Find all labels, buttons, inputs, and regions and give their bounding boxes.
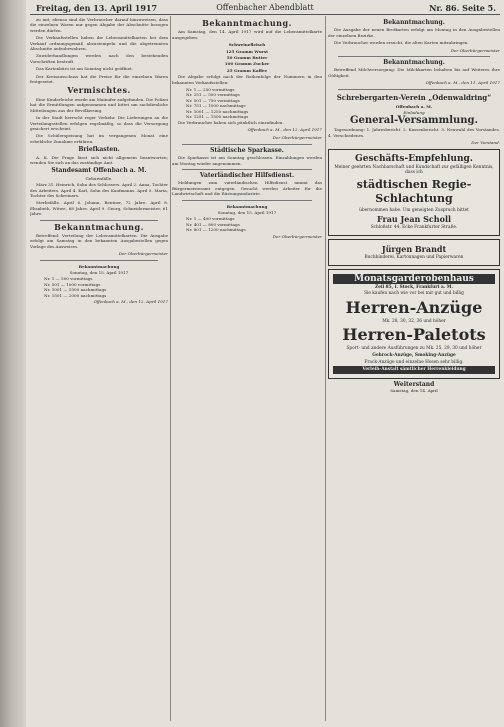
ad-headline: Herren-Anzüge [345,297,483,317]
ration-item: 100 Gramm Zucker [224,61,270,67]
divider [182,169,312,170]
signature: Offenbach a. M., den 12. April 1917 [247,126,322,132]
ad-text: Buchbinderei, Kartonnagen und Papierwaren [364,255,464,261]
ad-text: Meiner geehrten Nachbarschaft und Kundschaft zur gefälligen Kenntnis, dass ich [334,164,494,176]
signature: Der Oberbürgermeister [272,233,322,239]
notice-title: Bekanntmachung [78,263,120,269]
paragraph: Die Verkaufsstellen haben die Lebensmittelkarten bei dem Verkauf ordnungsgemäß abzustempeln und die abgetrennten Abschnitte aufzubewahren. [30,35,168,52]
ad-name: Jürgen Brandt [381,244,447,255]
ad-address: Zeil 85, I. Stock, Frankfurt a. M. [374,284,453,290]
page-header [30,2,500,15]
list-item: Nr. 1501 — 2000 nachmittags [44,292,107,298]
paragraph: Eine Kinderleiche wurde am Mainufer aufgefunden. Die Polizei hat die Ermittlungen aufgenommen und bittet um sachdienliche Mitteilungen aus der Bevölkerung. [30,96,168,113]
section-heading-briefkasten: Briefkasten. [78,146,120,154]
divider [338,56,490,57]
list-item: Nr. 401 — 800 vormittags [186,221,240,227]
column-2 [172,17,322,717]
paragraph: A. K. Die Frage lässt sich nicht allgemein beantworten; wenden Sie sich an das zuständige Amt. [30,154,168,165]
ad-text: Frack-Anzüge und einzelne Hosen sehr billig. [364,359,464,365]
paragraph: Die Ausgabe der neuen Brotkarten erfolgt am Montag in den Ausgabestellen der einzelnen Bezirke. [328,27,500,38]
section-heading-bekanntmachung: Bekanntmachung. [383,59,445,67]
list-item: Nr. 501 — 1000 vormittags [44,281,101,287]
divider [338,89,490,90]
notice-date: Sonntag, den 15. April 1917 [217,209,277,215]
section-heading-bekanntmachung: Bekanntmachung. [383,19,445,26]
notice-title: Bekanntmachung [226,203,268,209]
paragraph: März 31. Heinrich, Sohn des Schlossers. April 2. Anna, Tochter des Arbeiters. April 4. Karl, Sohn des Kaufmanns. April 5. Maria, Tochter des Schreiners. [30,182,168,198]
column-1 [30,17,168,717]
list-item: Nr. 1 — 250 vormittags [186,87,235,93]
ad-title: Geschäfts-Empfehlung. [355,153,473,164]
ad-price: Mk. 28, 30, 32, 36 und höher [382,318,446,324]
section-heading-hilfsdienst: Vaterländischer Hilfsdienst. [199,171,295,179]
divider [182,144,312,145]
list-item: Nr. 1001 — 1250 nachmittags [186,108,249,114]
divider [40,220,158,221]
ration-item: 25 Gramm Kaffee [226,67,268,73]
column-rule [325,16,326,721]
signature: Offenbach a. M., den 12. April 1917 [93,299,168,305]
club-invitation: Einladung [403,110,425,116]
subheading: Geburtsfälle. [85,175,113,181]
list-item: Nr. 1251 — 1500 nachmittags [186,114,249,120]
ad-text: übernommen habe. Um geneigten Zuspruch bittet [359,207,469,213]
general-assembly-title: General-Versammlung. [349,115,479,127]
list-item: Nr. 1 — 500 vormittags [44,276,93,282]
paragraph: Die Sparkasse ist am Sonntag geschlossen. Einzahlungen werden am Montag wieder angenommen. [172,155,322,166]
divider [40,260,158,261]
ration-item: 125 Gramm Wurst [225,48,269,54]
header-masthead: Offenbacher Abendblatt [216,3,314,12]
paragraph: Das Kartenbüro ist am Sonntag nicht geöffnet. [36,66,134,72]
header-issue: Nr. 86. Seite 5. [429,3,496,13]
ad-price: Sport- und andere Ausführungen zu Mk. 25, 29, 30 und höher [346,346,482,352]
ration-item: 50 Gramm Butter [226,55,268,61]
list-item: Nr. 751 — 1000 nachmittags [186,103,246,109]
paragraph: Die Schülerspeisung hat im vergangenen Monat eine erhebliche Zunahme erfahren. [30,133,168,144]
list-item: Nr. 801 — 1200 nachmittags [186,227,246,233]
paragraph: Die Verbraucher haben sich pünktlich einzufinden. [178,119,284,125]
ad-banner: Verleih-Anstalt sämtlicher Herrenkleidung [333,366,495,374]
list-item: Nr. 251 — 500 vormittags [186,92,240,98]
paragraph: Betreffend: Verteilung der Lebensmittelkarten. Die Ausgabe erfolgt am Samstag in den bekannten Ausgabestellen gegen Vorlage des Ausweises. [30,233,168,249]
section-heading-vermischtes: Vermischtes. [67,85,131,96]
paragraph: In der Stadt herrscht reger Verkehr. Die Lieferungen an die Verteilungsstellen erfolgen regelmäßig, so dass die Versorgung gesichert erscheint. [30,115,168,131]
ad-headline: Herren-Paletots [342,325,486,345]
list-item: Nr. 1001 — 1500 nachmittags [44,287,107,293]
signature: Der Oberbürgermeister [118,251,168,257]
column-3 [328,17,500,717]
column-rule [170,16,171,721]
club-name: Schrebergarten-Verein „Odenwaldring“ [336,92,492,102]
advertisement-garderobenhaus [328,269,500,379]
list-item: Nr. 501 — 750 vormittags [186,97,240,103]
ad-headline: städtischen Regie-Schlachtung [356,177,472,205]
signature: Der Oberbürgermeister [272,135,322,141]
paragraph: Sterbefälle. April 6. Johann, Rentner, 72 Jahre. April 8. Elisabeth, Witwe, 68 Jahre. April 9. Georg, Schneidermeister, 61 Jahre. [30,200,168,217]
notice-title: Weiterstand [393,380,435,388]
signature: Der Oberbürgermeister [450,47,500,53]
notice-date: Samstag, den 14. April [390,388,438,394]
paragraph: Betreffend Milchversorgung: Die Milchkarten behalten bis auf Weiteres ihre Gültigkeit. [328,67,500,78]
advertisement-scholl [328,149,500,236]
advertisement-brandt [328,239,500,266]
binding-edge [0,0,26,727]
paragraph: Die Verbraucher werden ersucht, die alten Karten mitzubringen. [334,40,469,46]
paragraph: Am Samstag, den 14. April 1917 wird auf die Lebensmittelkarte ausgegeben: [172,29,322,40]
paragraph: Der Kreisausschuss hat die Preise für die einzelnen Waren festgesetzt. [30,73,168,85]
paragraph: Die Abgabe erfolgt nach der Reihenfolge der Nummern in den bekannten Verkaufsstellen: [172,74,322,85]
section-heading-bekanntmachung: Bekanntmachung. [54,221,144,232]
ad-text: Sie kaufen nach wie vor bei mir gut und billig [364,291,464,297]
paragraph: Tagesordnung: 1. Jahresbericht. 2. Kassenbericht. 3. Neuwahl des Vorstandes. 4. Verschiedenes. [328,127,500,138]
paragraph: Meldungen zum vaterländischen Hilfsdienst nimmt das Bürgermeisteramt entgegen. Gesucht werden Arbeiter für die Landwirtschaft und die Rüstungsindustrie. [172,180,322,197]
paragraph: zu mit; ebenso sind die Verbraucher darauf hinzuweisen, dass die einzelnen Waren nur gegen Abgabe der Abschnitte bezogen werden dürfen. [30,17,168,33]
paragraph: Zuwiderhandlungen werden nach den bestehenden Vorschriften bestraft. [30,53,168,64]
club-city: Offenbach a. M. [395,103,433,109]
ad-address: Schloßstr. 44, Ecke Frankfurter Straße. [370,225,458,231]
section-heading-standesamt: Standesamt Offenbach a. M. [51,167,147,175]
section-heading-sparkasse: Städtische Sparkasse. [210,146,284,154]
ad-text: Gehrock-Anzüge, Smoking-Anzüge [372,353,456,359]
binding-text-fragment [2,6,24,721]
signature: Der Vorstand. [471,140,500,146]
divider [182,200,312,201]
notice-date: Sonntag, den 15. April 1917 [69,270,129,276]
signature: Offenbach a. M., den 11. April 1917 [425,80,500,86]
header-date: Freitag, den 13. April 1917 [36,3,158,13]
list-item: Nr. 1 — 400 vormittags [186,216,235,222]
ration-item: Schweinefleisch [228,42,266,48]
ad-name: Frau Jean Scholl [376,214,452,225]
section-heading-bekanntmachung: Bekanntmachung. [202,18,292,28]
ad-title: Monatsgarderobenhaus [333,274,495,284]
